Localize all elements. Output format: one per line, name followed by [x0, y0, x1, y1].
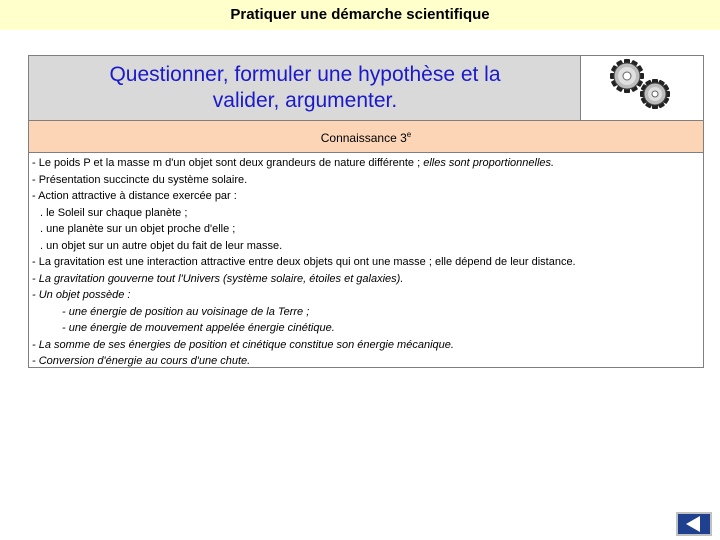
gears-icon — [581, 56, 703, 120]
gear-box — [581, 56, 703, 120]
content-line: - Action attractive à distance exercée par : — [32, 190, 237, 202]
back-arrow-icon — [678, 514, 710, 534]
content-line: - Présentation succincte du système solaire. — [32, 173, 248, 186]
content-line: . le Soleil sur chaque planète ; — [40, 206, 188, 219]
section-label-sup: e — [406, 130, 412, 139]
back-button[interactable] — [676, 512, 712, 536]
content-text-italic: elles sont proportionnelles. — [423, 157, 555, 169]
section-label-text: Connaissance 3 — [320, 131, 407, 145]
content-line — [32, 155, 700, 172]
card-title-line-1: Questionner, formuler une hypothèse et la — [109, 63, 501, 86]
gear-icon-small — [640, 79, 670, 109]
content-line: . un objet sur un autre objet du fait de leur masse. — [40, 239, 283, 252]
content-line: - La gravitation est une interaction attractive entre deux objets qui ont une masse ; elle dépend de leur distance. — [32, 256, 576, 268]
content-body — [32, 155, 700, 370]
card-title — [29, 62, 581, 114]
content-text: - Le poids P et la masse m d'un objet sont deux grandeurs de nature différente ; — [32, 157, 424, 169]
content-line: - Conversion d'énergie au cours d'une chute. — [32, 355, 251, 367]
section-label — [29, 130, 703, 145]
page-title: Pratiquer une démarche scientifique — [230, 6, 490, 23]
content-line: . une planète sur un objet proche d'elle ; — [40, 223, 236, 235]
content-line: - une énergie de mouvement appelée énergie cinétique. — [62, 322, 335, 334]
content-line: - une énergie de position au voisinage de la Terre ; — [62, 305, 310, 318]
content-line: - La gravitation gouverne tout l'Univers (système solaire, étoiles et galaxies). — [32, 272, 404, 285]
content-line: - La somme de ses énergies de position et cinétique constitue son énergie mécanique. — [32, 338, 454, 351]
gear-icon-large — [610, 59, 644, 93]
content-line: - Un objet possède : — [32, 289, 131, 301]
card-title-line-2: valider, argumenter. — [212, 89, 398, 112]
